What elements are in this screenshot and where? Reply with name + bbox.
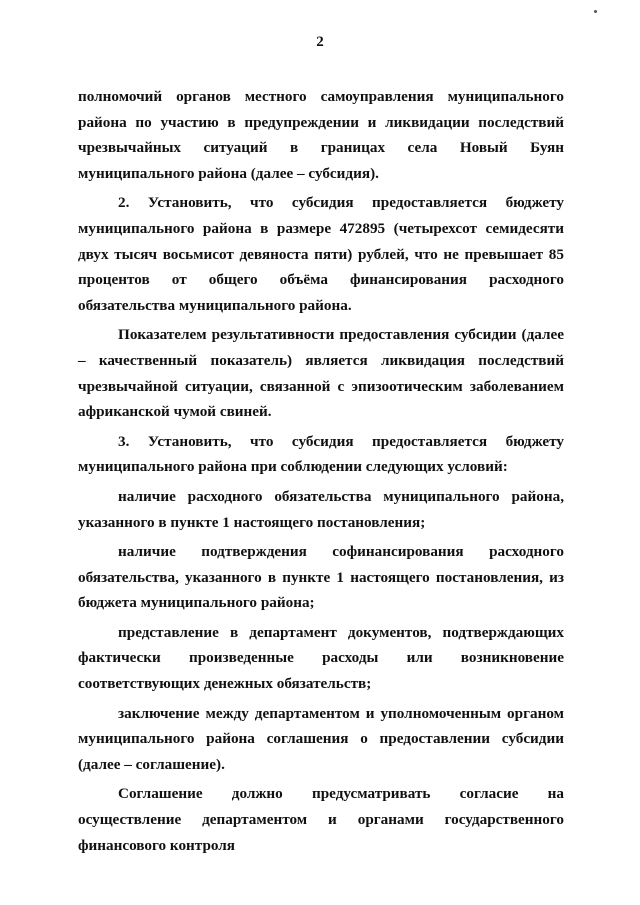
paragraph-item-3: 3. Установить, что субсидия предоставляется бюджету муниципального района при соблюдении следующих условий: bbox=[78, 432, 564, 476]
condition-agreement: заключение между департаментом и уполномоченным органом муниципального района соглашения о предоставлении субсидии (далее – соглашение). bbox=[78, 704, 564, 773]
page-number: 2 bbox=[316, 34, 324, 50]
paragraph-item-2: 2. Установить, что субсидия предоставляется бюджету муниципального района в размере 472895 (четырехсот семидесяти двух тысяч восьмисот девяноста пяти) рублей, что не превышает 85 процентов от общего объёма финансирования расходного обязательства муниципального района. bbox=[78, 194, 564, 314]
condition-obligation: наличие расходного обязательства муниципального района, указанного в пункте 1 настоящего постановления; bbox=[78, 487, 564, 531]
condition-cofinancing: наличие подтверждения софинансирования расходного обязательства, указанного в пункте 1 настоящего постановления, из бюджета муниципального района; bbox=[78, 543, 564, 612]
scan-mark bbox=[594, 10, 597, 13]
document-body bbox=[78, 84, 564, 862]
condition-documents: представление в департамент документов, подтверждающих фактически произведенные расходы или возникновение соответствующих денежных обязательств; bbox=[78, 623, 564, 693]
paragraph-continuation: полномочий органов местного самоуправления муниципального района по участию в предупреждении и ликвидации последствий чрезвычайных ситуаций в границах села Новый Буян муниципального района (далее – субсидия). bbox=[78, 88, 564, 182]
paragraph-performance-indicator: Показателем результативности предоставления субсидии (далее – качественный показатель) является ликвидация последствий чрезвычайной ситуации, связанной с эпизоотическим заболеванием африканской чумой свиней. bbox=[78, 326, 564, 421]
paragraph-agreement-consent: Соглашение должно предусматривать согласие на осуществление департаментом и органами государственного финансового контроля bbox=[78, 785, 564, 854]
